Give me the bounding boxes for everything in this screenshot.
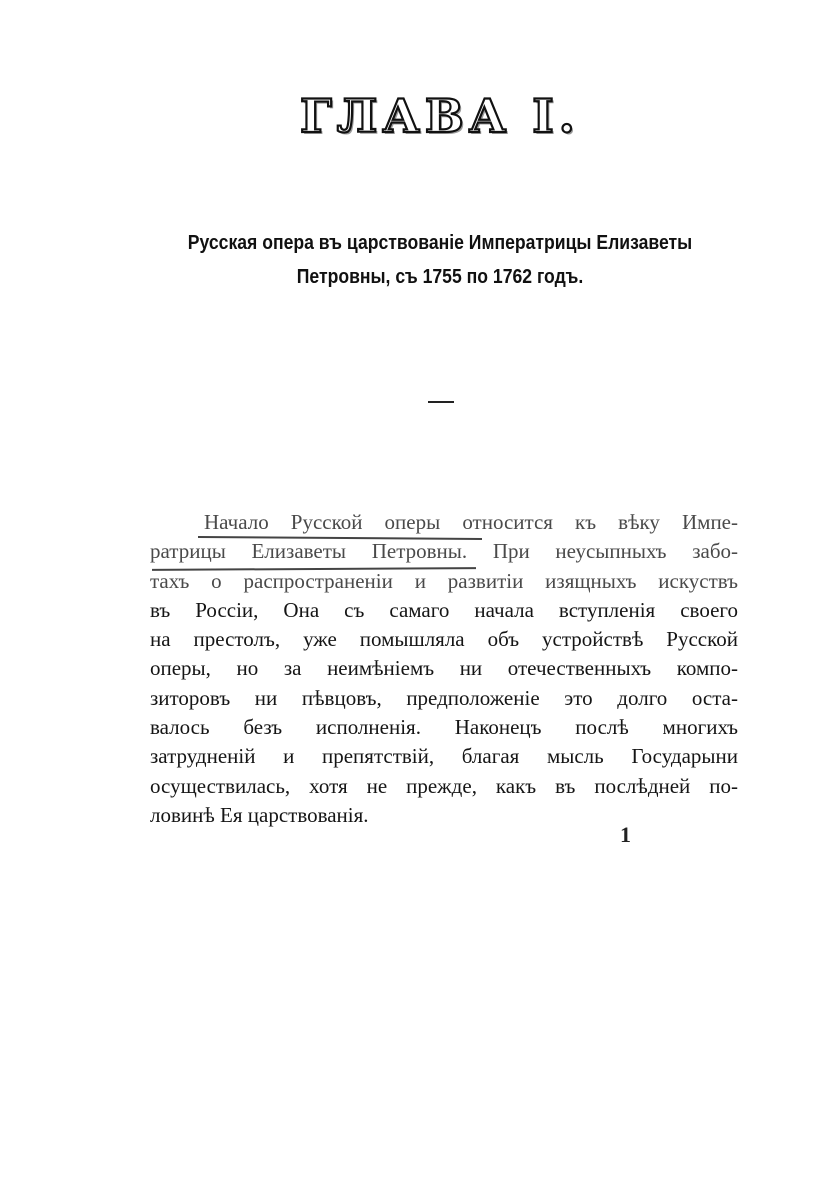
page-number: 1 bbox=[620, 822, 631, 847]
section-separator bbox=[428, 401, 454, 403]
body-line: валось безъ исполненія. Наконецъ послѣ многихъ bbox=[150, 715, 738, 740]
body-line: оперы, но за неимѣніемъ ни отечественныхъ компо- bbox=[150, 656, 738, 681]
body-line: Начало Русской оперы относится къ вѣку Импе- bbox=[204, 510, 738, 534]
body-line: осуществилась, хотя не прежде, какъ въ послѣдней по- bbox=[150, 773, 738, 798]
body-paragraph bbox=[150, 508, 738, 830]
body-line: на престолъ, уже помышляла объ устройствѣ Русской bbox=[150, 627, 738, 652]
body-line: зиторовъ ни пѣвцовъ, предположеніе это долго оста- bbox=[150, 685, 738, 710]
chapter-subtitle bbox=[158, 226, 721, 294]
body-line: ловинѣ Ея царствованія. bbox=[150, 802, 369, 827]
body-line: затрудненій и препятствій, благая мысль Государыни bbox=[150, 744, 738, 769]
body-line: ратрицы Елизаветы Петровны. При неусыпныхъ забо- bbox=[150, 539, 738, 564]
subtitle-line-1: Русская опера въ царствованіе Императрицы Елизаветы bbox=[187, 232, 693, 254]
chapter-title: ГЛАВА I. bbox=[300, 89, 580, 143]
body-line: тахъ о распространеніи и развитіи изящныхъ искуствъ bbox=[150, 568, 738, 593]
body-line: въ Россіи, Она съ самаго начала вступленія своего bbox=[150, 597, 738, 622]
subtitle-line-2: Петровны, съ 1755 по 1762 годъ. bbox=[296, 266, 584, 288]
